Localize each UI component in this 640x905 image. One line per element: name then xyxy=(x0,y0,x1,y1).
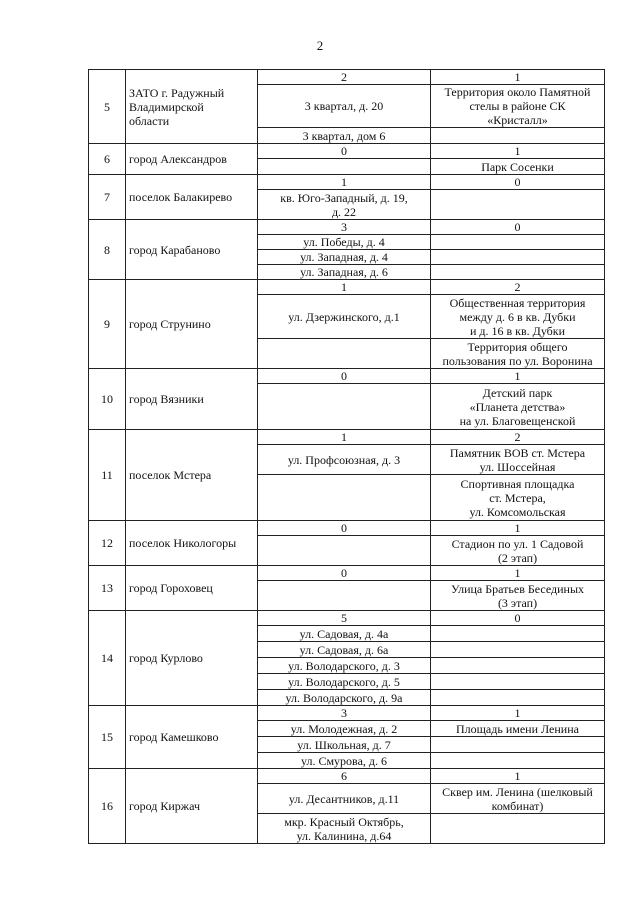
public-area-name xyxy=(431,658,605,674)
row-number: 10 xyxy=(89,369,126,430)
yard-address xyxy=(258,159,431,175)
row-number: 7 xyxy=(89,175,126,220)
public-area-count: 2 xyxy=(431,430,605,445)
public-area-name: Парк Сосенки xyxy=(431,159,605,175)
public-area-count: 1 xyxy=(431,521,605,536)
yard-count: 0 xyxy=(258,369,431,384)
public-area-name: Сквер им. Ленина (шелковый комбинат) xyxy=(431,784,605,814)
public-area-name: Территория общего пользования по ул. Воронина xyxy=(431,339,605,369)
yard-count: 2 xyxy=(258,70,431,85)
yard-address xyxy=(258,384,431,430)
table-row xyxy=(89,280,605,295)
public-area-count: 1 xyxy=(431,566,605,581)
public-area-name: Улица Братьев Бесединых (3 этап) xyxy=(431,581,605,611)
municipality-name: город Гороховец xyxy=(126,566,258,611)
public-area-name xyxy=(431,128,605,144)
yard-count: 0 xyxy=(258,521,431,536)
public-area-count: 0 xyxy=(431,611,605,626)
public-area-count: 1 xyxy=(431,70,605,85)
yard-count: 3 xyxy=(258,706,431,721)
row-number: 11 xyxy=(89,430,126,521)
row-number: 5 xyxy=(89,70,126,144)
public-area-name xyxy=(431,265,605,280)
yard-count: 0 xyxy=(258,144,431,159)
municipality-name: поселок Балакирево xyxy=(126,175,258,220)
public-area-name: Спортивная площадка ст. Мстера, ул. Комсомольская xyxy=(431,475,605,521)
public-area-name: Детский парк «Планета детства» на ул. Благовещенской xyxy=(431,384,605,430)
yard-address: мкр. Красный Октябрь, ул. Калинина, д.64 xyxy=(258,814,431,844)
public-area-count: 2 xyxy=(431,280,605,295)
table-row xyxy=(89,769,605,784)
yard-address: ул. Западная, д. 4 xyxy=(258,250,431,265)
table-row xyxy=(89,70,605,85)
municipality-name: город Курлово xyxy=(126,611,258,706)
yard-address: 3 квартал, д. 20 xyxy=(258,85,431,128)
public-area-name: Памятник ВОВ ст. Мстера ул. Шоссейная xyxy=(431,445,605,475)
yard-address: ул. Победы, д. 4 xyxy=(258,235,431,250)
public-area-name: Площадь имени Ленина xyxy=(431,721,605,737)
public-area-count: 1 xyxy=(431,144,605,159)
municipality-name: город Вязники xyxy=(126,369,258,430)
municipality-name: город Карабаново xyxy=(126,220,258,280)
yard-count: 6 xyxy=(258,769,431,784)
public-area-name xyxy=(431,674,605,690)
municipality-name: город Струнино xyxy=(126,280,258,369)
yard-count: 1 xyxy=(258,430,431,445)
yard-address: ул. Молодежная, д. 2 xyxy=(258,721,431,737)
yard-address: 3 квартал, дом 6 xyxy=(258,128,431,144)
municipality-name: поселок Мстера xyxy=(126,430,258,521)
public-area-count: 1 xyxy=(431,706,605,721)
public-area-name xyxy=(431,737,605,753)
public-area-name xyxy=(431,814,605,844)
row-number: 8 xyxy=(89,220,126,280)
municipality-name: город Александров xyxy=(126,144,258,175)
row-number: 15 xyxy=(89,706,126,769)
public-area-name xyxy=(431,753,605,769)
public-area-count: 0 xyxy=(431,220,605,235)
public-area-name: Территория около Памятной стелы в районе СК «Кристалл» xyxy=(431,85,605,128)
row-number: 14 xyxy=(89,611,126,706)
row-number: 12 xyxy=(89,521,126,566)
public-area-name xyxy=(431,642,605,658)
public-area-name xyxy=(431,190,605,220)
row-number: 16 xyxy=(89,769,126,844)
table-row xyxy=(89,175,605,190)
public-area-count: 1 xyxy=(431,769,605,784)
table-row xyxy=(89,430,605,445)
yard-address xyxy=(258,581,431,611)
public-area-count: 1 xyxy=(431,369,605,384)
municipality-name: поселок Никологоры xyxy=(126,521,258,566)
municipality-name: город Киржач xyxy=(126,769,258,844)
yard-address: ул. Садовая, д. 4а xyxy=(258,626,431,642)
table-row xyxy=(89,706,605,721)
row-number: 6 xyxy=(89,144,126,175)
yard-address: ул. Володарского, д. 3 xyxy=(258,658,431,674)
row-number: 13 xyxy=(89,566,126,611)
table-row xyxy=(89,566,605,581)
yard-address: ул. Профсоюзная, д. 3 xyxy=(258,445,431,475)
public-area-name xyxy=(431,626,605,642)
public-area-name xyxy=(431,690,605,706)
public-area-name: Стадион по ул. 1 Садовой (2 этап) xyxy=(431,536,605,566)
public-area-name xyxy=(431,235,605,250)
yard-count: 3 xyxy=(258,220,431,235)
public-area-count: 0 xyxy=(431,175,605,190)
row-number: 9 xyxy=(89,280,126,369)
table-row xyxy=(89,611,605,626)
public-area-name: Общественная территория между д. 6 в кв. Дубки и д. 16 в кв. Дубки xyxy=(431,295,605,339)
table-row xyxy=(89,521,605,536)
municipality-name: город Камешково xyxy=(126,706,258,769)
yard-address: ул. Володарского, д. 9а xyxy=(258,690,431,706)
yard-count: 5 xyxy=(258,611,431,626)
yard-address: ул. Школьная, д. 7 xyxy=(258,737,431,753)
territories-table xyxy=(88,69,605,844)
yard-address: ул. Володарского, д. 5 xyxy=(258,674,431,690)
yard-address: ул. Садовая, д. 6а xyxy=(258,642,431,658)
yard-count: 1 xyxy=(258,280,431,295)
yard-address: кв. Юго-Западный, д. 19, д. 22 xyxy=(258,190,431,220)
yard-address xyxy=(258,339,431,369)
table-row xyxy=(89,369,605,384)
municipality-name: ЗАТО г. Радужный Владимирской области xyxy=(126,70,258,144)
yard-address: ул. Десантников, д.11 xyxy=(258,784,431,814)
public-area-name xyxy=(431,250,605,265)
yard-address xyxy=(258,475,431,521)
yard-address xyxy=(258,536,431,566)
table-row xyxy=(89,220,605,235)
yard-count: 1 xyxy=(258,175,431,190)
page-number: 2 xyxy=(316,38,324,53)
yard-address: ул. Западная, д. 6 xyxy=(258,265,431,280)
yard-address: ул. Дзержинского, д.1 xyxy=(258,295,431,339)
yard-count: 0 xyxy=(258,566,431,581)
table-row xyxy=(89,144,605,159)
yard-address: ул. Смурова, д. 6 xyxy=(258,753,431,769)
